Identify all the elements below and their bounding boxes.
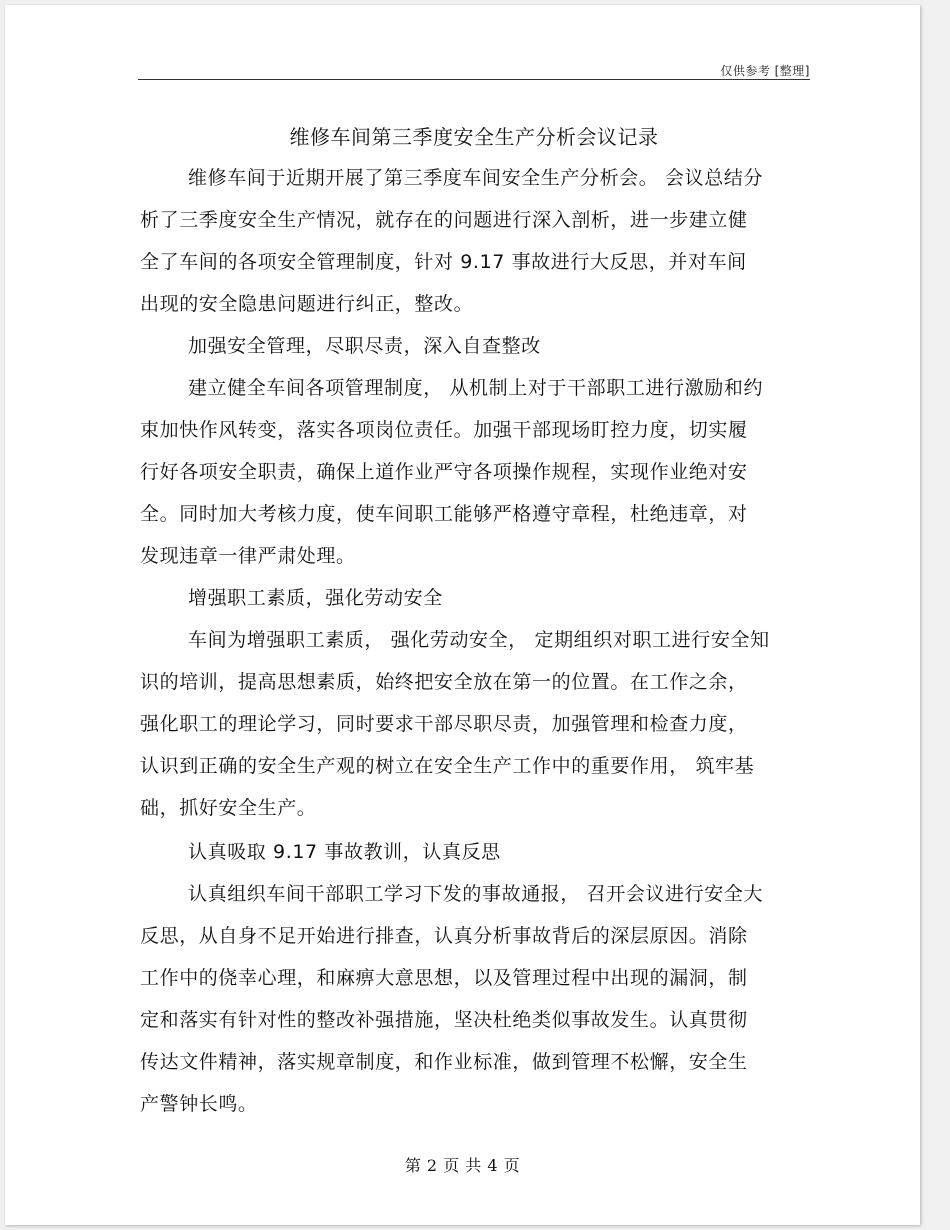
body-line: 束加快作风转变，落实各项岗位责任。加强干部现场盯控力度，切实履 [140,419,748,441]
section-heading: 增强职工素质，强化劳动安全 [188,587,443,609]
section-heading: 认真吸取 9.17 事故教训，认真反思 [188,841,501,863]
body-line: 反思，从自身不足开始进行排查，认真分析事故背后的深层原因。消除 [140,925,748,947]
body-line: 出现的安全隐患问题进行纠正，整改。 [140,293,474,315]
body-line: 产警钟长鸣。 [140,1093,258,1115]
body-line: 维修车间于近期开展了第三季度车间安全生产分析会。 会议总结分 [188,167,764,189]
section-heading: 加强安全管理，尽职尽责，深入自查整改 [188,335,541,357]
body-line: 全了车间的各项安全管理制度，针对 9.17 事故进行大反思，并对车间 [140,251,747,273]
body-line: 建立健全车间各项管理制度， 从机制上对于干部职工进行激励和约 [188,377,764,399]
body-line: 车间为增强职工素质， 强化劳动安全， 定期组织对职工进行安全知 [188,629,770,651]
body-line: 定和落实有针对性的整改补强措施，坚决杜绝类似事故发生。认真贯彻 [140,1009,748,1031]
document-title: 维修车间第三季度安全生产分析会议记录 [289,125,659,149]
body-line: 析了三季度安全生产情况，就存在的问题进行深入剖析，进一步建立健 [140,209,748,231]
body-line: 认识到正确的安全生产观的树立在安全生产工作中的重要作用， 筑牢基 [140,755,755,777]
body-line: 发现违章一律严肃处理。 [140,545,356,567]
header-note: 仅供参考 [整理] [720,64,810,78]
body-line: 础，抓好安全生产。 [140,797,317,819]
body-line: 工作中的侥幸心理，和麻痹大意思想，以及管理过程中出现的漏洞，制 [140,967,748,989]
body-line: 识的培训，提高思想素质，始终把安全放在第一的位置。在工作之余， [140,671,748,693]
header-divider [138,79,810,80]
body-line: 全。同时加大考核力度，使车间职工能够严格遵守章程，杜绝违章，对 [140,503,748,525]
body-line: 强化职工的理论学习，同时要求干部尽职尽责，加强管理和检查力度， [140,713,748,735]
page-number: 第 2 页 共 4 页 [404,1156,521,1175]
document-page [5,5,920,1225]
body-line: 传达文件精神，落实规章制度，和作业标准，做到管理不松懈，安全生 [140,1051,748,1073]
body-line: 行好各项安全职责，确保上道作业严守各项操作规程，实现作业绝对安 [140,461,748,483]
body-line: 认真组织车间干部职工学习下发的事故通报， 召开会议进行安全大 [188,883,764,905]
